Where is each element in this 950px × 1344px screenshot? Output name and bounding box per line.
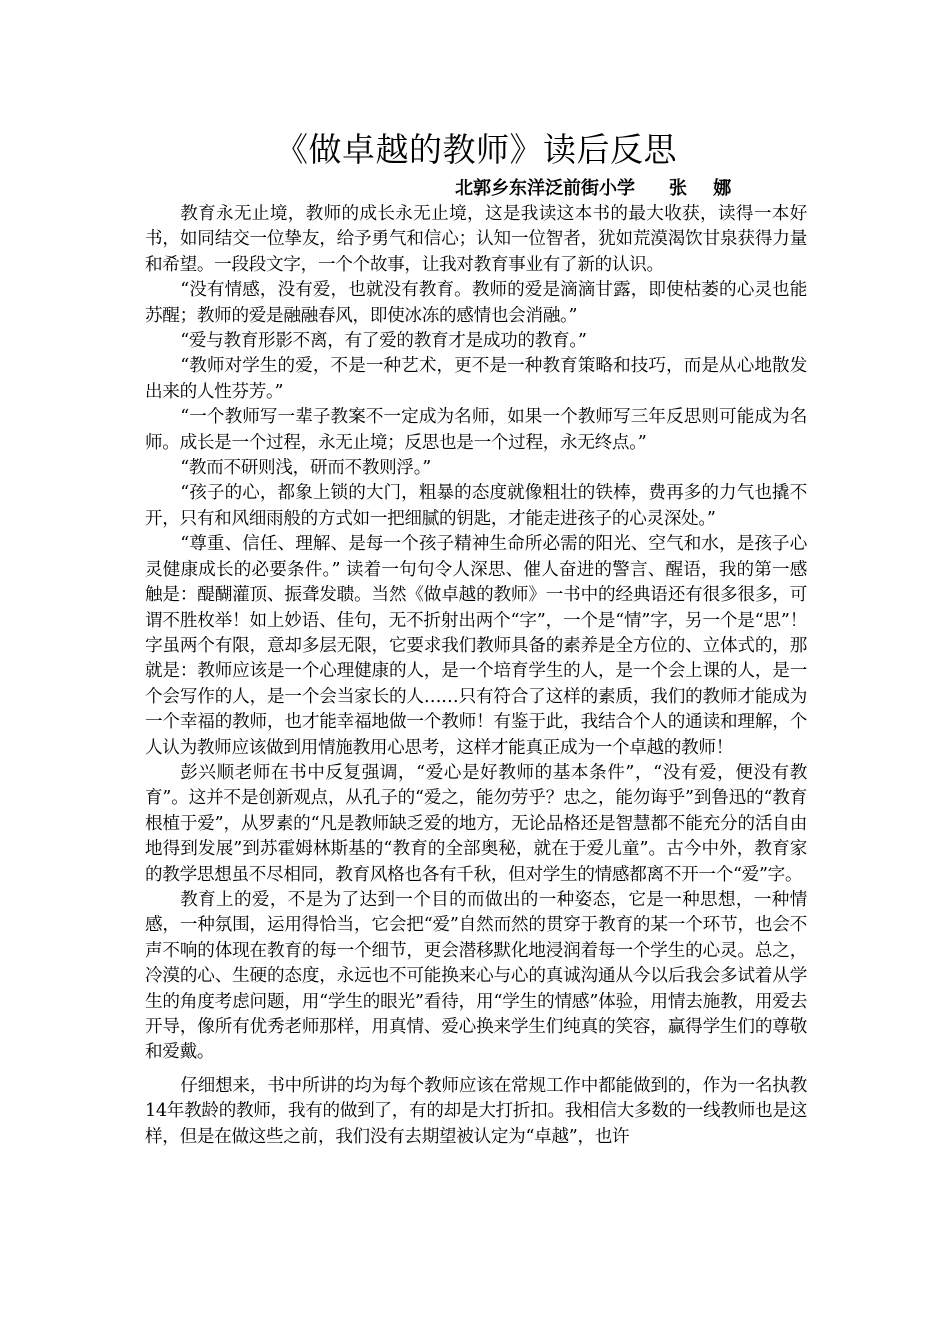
document-body <box>145 202 807 1150</box>
school-name: 北郭乡东洋泛前街小学 <box>455 178 635 199</box>
paragraph: “孩子的心，都象上锁的大门，粗暴的态度就像粗壮的铁棒，费再多的力气也撬不开，只有和风细雨般的方式如一把细腻的钥匙，才能走进孩子的心灵深处。” <box>145 483 807 529</box>
paragraph: “一个教师写一辈子教案不一定成为名师，如果一个教师写三年反思则可能成为名师。成长是一个过程，永无止境；反思也是一个过程，永无终点。” <box>145 407 807 453</box>
document-page <box>145 128 807 1150</box>
author-name: 张 娜 <box>669 178 742 199</box>
paragraph: “教师对学生的爱，不是一种艺术，更不是一种教育策略和技巧，而是从心地散发出来的人性芬芳。” <box>145 356 807 402</box>
paragraph: “尊重、信任、理解、是每一个孩子精神生命所必需的阳光、空气和水，是孩子心灵健康成长的必要条件。” 读着一句句令人深思、催人奋进的警言、醒语，我的第一感触是：醍醐灌顶、振聋发聩。当然《做卓越的教师》一书中的经典语还有很多很多，可谓不胜枚举！如上妙语、佳句，无不折射出两个“字”，一个是“情”字，另一个是“思”！字虽两个有限，意却多层无限，它要求我们教师具备的素养是全方位的、立体式的，那就是：教师应该是一个心理健康的人，是一个培育学生的人，是一个会上课的人，是一个会写作的人，是一个会当家长的人……只有符合了这样的素质，我们的教师才能成为一个幸福的教师，也才能幸福地做一个教师！有鉴于此，我结合个人的通读和理解，个人认为教师应该做到用情施教用心思考，这样才能真正成为一个卓越的教师！ <box>145 534 807 758</box>
document-title: 《做卓越的教师》读后反思 <box>275 130 677 169</box>
paragraph: 教育上的爱，不是为了达到一个目的而做出的一种姿态，它是一种思想，一种情感，一种氛围，运用得恰当，它会把“爱”自然而然的贯穿于教育的某一个环节，也会不声不响的体现在教育的每一个细节，更会潜移默化地浸润着每一个学生的心灵。总之，冷漠的心、生硬的态度，永远也不可能换来心与心的真诚沟通从今以后我会多试着从学生的角度考虑问题，用“学生的眼光”看待，用“学生的情感”体验，用情去施教，用爱去开导，像所有优秀老师那样，用真情、爱心换来学生们纯真的笑容，赢得学生们的尊敬和爱戴。 <box>145 889 807 1063</box>
paragraph: “没有情感，没有爱，也就没有教育。教师的爱是滴滴甘露，即使枯萎的心灵也能苏醒；教师的爱是融融春风，即使冰冻的感情也会消融。” <box>145 280 807 326</box>
paragraph: “爱与教育形影不离，有了爱的教育才是成功的教育。” <box>180 331 587 352</box>
paragraph: 彭兴顺老师在书中反复强调，“爱心是好教师的基本条件”，“没有爱，便没有教育”。这并不是创新观点，从孔子的“爱之，能勿劳乎？忠之，能勿诲乎”到鲁迅的“教育根植于爱”，从罗素的“凡是教师缺乏爱的地方，无论品格还是智慧都不能充分的活自由地得到发展”到苏霍姆林斯基的“教育的全部奥秘，就在于爱儿童”。古今中外，教育家的教学思想虽不尽相同，教育风格也各有千秋，但对学生的情感都离不开一个“爱”字。 <box>145 762 807 885</box>
byline <box>145 176 807 202</box>
paragraph: 教育永无止境，教师的成长永无止境，这是我读这本书的最大收获，读得一本好书，如同结交一位挚友，给予勇气和信心；认知一位智者，犹如荒漠渴饮甘泉获得力量和希望。一段段文字，一个个故事，让我对教育事业有了新的认识。 <box>145 204 807 275</box>
paragraph: “教而不研则浅，研而不教则浮。” <box>180 458 431 479</box>
paragraph: 仔细想来，书中所讲的均为每个教师应该在常规工作中都能做到的，作为一名执教14年教龄的教师，我有的做到了，有的却是大打折扣。我相信大多数的一线教师也是这样，但是在做这些之前，我们没有去期望被认定为“卓越”，也许 <box>145 1075 807 1147</box>
